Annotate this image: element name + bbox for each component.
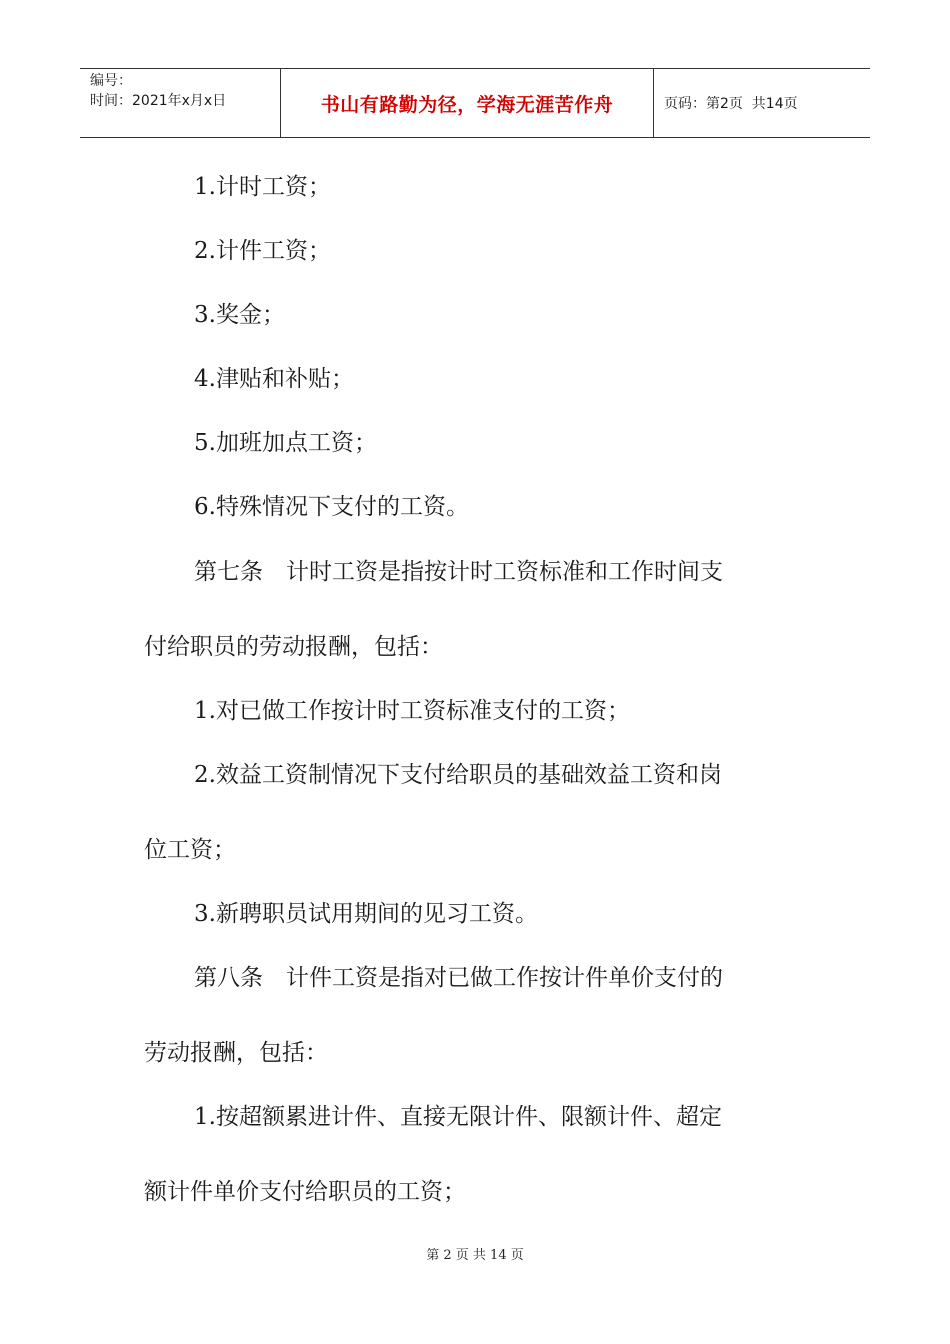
body-line: 1.计时工资；	[194, 174, 331, 200]
date-label: 时间：2021年x月x日	[90, 93, 227, 109]
page-footer: 第 2 页 共 14 页	[426, 1248, 524, 1263]
document-header	[80, 68, 870, 138]
page-label: 页码：第2页 共14页	[664, 96, 798, 112]
article-8-heading-line: 第八条 计件工资是指对已做工作按计件单价支付的	[194, 965, 723, 991]
body-line: 3.新聘职员试用期间的见习工资。	[194, 901, 538, 927]
header-meta	[80, 69, 281, 137]
body-line-continuation: 劳动报酬，包括：	[144, 1040, 328, 1066]
motto-text: 书山有路勤为径，学海无涯苦作舟	[320, 93, 614, 116]
body-line: 2.效益工资制情况下支付给职员的基础效益工资和岗	[194, 762, 722, 788]
body-line: 2.计件工资；	[194, 238, 331, 264]
header-page-cell	[654, 69, 870, 137]
body-line: 3.奖金；	[194, 302, 285, 328]
body-line: 1.按超额累进计件、直接无限计件、限额计件、超定	[194, 1104, 722, 1130]
body-line-continuation: 付给职员的劳动报酬，包括：	[144, 634, 443, 660]
body-line-continuation: 位工资；	[144, 837, 236, 863]
body-line: 1.对已做工作按计时工资标准支付的工资；	[194, 698, 630, 724]
number-label: 编号：	[90, 73, 132, 89]
body-line: 4.津贴和补贴；	[194, 366, 354, 392]
header-motto-cell	[281, 69, 654, 137]
body-line-continuation: 额计件单价支付给职员的工资；	[144, 1179, 466, 1205]
article-7-heading-line: 第七条 计时工资是指按计时工资标准和工作时间支	[194, 559, 723, 585]
body-line: 6.特殊情况下支付的工资。	[194, 494, 469, 520]
body-line: 5.加班加点工资；	[194, 430, 377, 456]
